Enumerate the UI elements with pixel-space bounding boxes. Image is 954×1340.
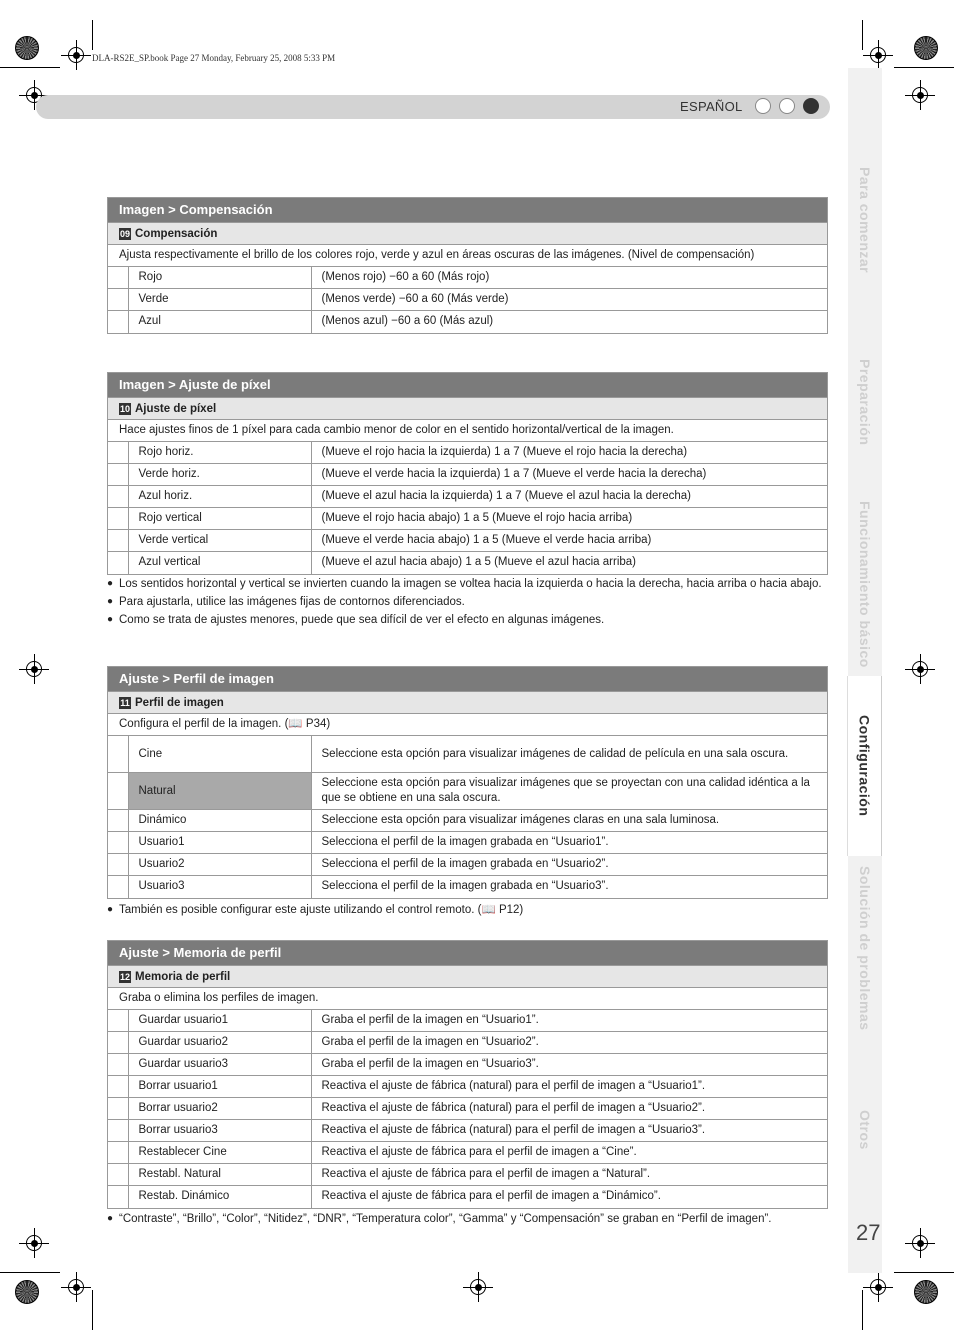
section-title: Imagen > Compensación	[108, 198, 827, 222]
subsection-label: Perfil de imagen	[135, 696, 224, 709]
option-value: Seleccione esta opción para visualizar imágenes de calidad de película en una sala oscura.	[311, 736, 827, 773]
side-tab-configuracion[interactable]	[848, 676, 882, 856]
option-value: (Mueve el azul hacia abajo) 1 a 5 (Mueve el azul hacia arriba)	[311, 552, 827, 574]
option-value: Reactiva el ajuste de fábrica para el perfil de imagen a “Cine”.	[311, 1142, 827, 1164]
language-indicator-dot-active	[803, 98, 819, 114]
section-title: Imagen > Ajuste de píxel	[108, 373, 827, 397]
option-value: Reactiva el ajuste de fábrica (natural) para el perfil de imagen a “Usuario1”.	[311, 1076, 827, 1098]
option-name: Restab. Dinámico	[128, 1186, 311, 1208]
section-description: Graba o elimina los perfiles de imagen.	[108, 987, 827, 1009]
options-table	[108, 266, 827, 333]
side-tab-label: Otros	[857, 1110, 873, 1150]
option-value: (Menos rojo) −60 a 60 (Más rojo)	[311, 267, 827, 289]
subsection-label: Ajuste de píxel	[135, 402, 217, 415]
option-value: (Menos azul) −60 a 60 (Más azul)	[311, 311, 827, 333]
side-tab-preparacion[interactable]	[848, 312, 882, 492]
option-name: Guardar usuario3	[128, 1054, 311, 1076]
section-description: Ajusta respectivamente el brillo de los colores rojo, verde y azul en áreas oscuras de las imágenes. (Nivel de compensación)	[108, 244, 827, 266]
section-ajuste-de-pixel	[107, 372, 828, 575]
table-row	[108, 736, 827, 773]
note-item: ● También es posible configurar este ajuste utilizando el control remoto. (📖 P12)	[107, 902, 831, 918]
crosshair-mark	[863, 40, 893, 70]
option-value: Graba el perfil de la imagen en “Usuario2”.	[311, 1032, 827, 1054]
crosshair-mark	[905, 654, 935, 684]
option-value: (Mueve el rojo hacia abajo) 1 a 5 (Mueve el rojo hacia arriba)	[311, 508, 827, 530]
table-row	[108, 1076, 827, 1098]
option-name: Cine	[128, 736, 311, 773]
crop-line	[894, 67, 954, 68]
option-value: Selecciona el perfil de la imagen grabada en “Usuario3”.	[311, 876, 827, 898]
crop-line	[894, 1272, 954, 1273]
option-value: Reactiva el ajuste de fábrica (natural) para el perfil de imagen a “Usuario2”.	[311, 1098, 827, 1120]
table-row	[108, 552, 827, 574]
registration-starburst-bottom-right	[914, 1280, 938, 1304]
option-name: Azul vertical	[128, 552, 311, 574]
subsection-label: Compensación	[135, 227, 218, 240]
section-compensacion	[107, 197, 828, 334]
side-tab-para-comenzar[interactable]	[848, 130, 882, 310]
subsection-title	[108, 691, 827, 713]
option-value: (Mueve el verde hacia la izquierda) 1 a 7 (Mueve el verde hacia la derecha)	[311, 464, 827, 486]
side-tab-solucion-de-problemas[interactable]	[848, 858, 882, 1038]
crop-line	[862, 1290, 863, 1330]
option-name: Rojo	[128, 267, 311, 289]
option-name: Usuario2	[128, 854, 311, 876]
option-name: Restablecer Cine	[128, 1142, 311, 1164]
option-name: Verde vertical	[128, 530, 311, 552]
option-name: Guardar usuario1	[128, 1010, 311, 1032]
option-name: Rojo vertical	[128, 508, 311, 530]
option-name: Azul horiz.	[128, 486, 311, 508]
option-value: Seleccione esta opción para visualizar imágenes que se proyectan con una calidad idéntica a la que se obtiene en una sala oscura.	[311, 773, 827, 810]
table-row	[108, 832, 827, 854]
options-table	[108, 735, 827, 898]
notes-perfil-de-imagen	[107, 902, 831, 920]
table-row	[108, 1142, 827, 1164]
option-name: Dinámico	[128, 810, 311, 832]
option-value: Selecciona el perfil de la imagen grabada en “Usuario2”.	[311, 854, 827, 876]
option-name: Restabl. Natural	[128, 1164, 311, 1186]
section-memoria-de-perfil	[107, 940, 828, 1209]
table-row	[108, 1164, 827, 1186]
crosshair-mark	[19, 1228, 49, 1258]
option-name: Borrar usuario3	[128, 1120, 311, 1142]
notes-memoria-de-perfil	[107, 1211, 831, 1229]
note-item: ● Los sentidos horizontal y vertical se invierten cuando la imagen se voltea hacia la izquierda o hacia la derecha, hacia arriba o hacia abajo.	[107, 576, 831, 592]
note-item: ● Para ajustarla, utilice las imágenes fijas de contornos diferenciados.	[107, 594, 831, 610]
table-row-selected	[108, 773, 827, 810]
table-row	[108, 876, 827, 898]
table-row	[108, 508, 827, 530]
side-tab-label: Funcionamiento básico	[857, 500, 873, 668]
note-item: ● “Contraste”, “Brillo”, “Color”, “Nitidez”, “DNR”, “Temperatura color”, “Gamma” y “Compensación” se graban en “Perfil de imagen”.	[107, 1211, 831, 1227]
option-name: Verde horiz.	[128, 464, 311, 486]
option-value: Reactiva el ajuste de fábrica para el perfil de imagen a “Natural”.	[311, 1164, 827, 1186]
crosshair-mark	[863, 1272, 893, 1302]
notes-ajuste-de-pixel	[107, 576, 831, 630]
section-description: Configura el perfil de la imagen. (📖 P34)	[108, 713, 827, 735]
option-value: Reactiva el ajuste de fábrica para el perfil de imagen a “Dinámico”.	[311, 1186, 827, 1208]
item-number-badge: 10	[119, 403, 130, 414]
table-row	[108, 1098, 827, 1120]
option-value: (Menos verde) −60 a 60 (Más verde)	[311, 289, 827, 311]
option-name: Usuario3	[128, 876, 311, 898]
table-row	[108, 1186, 827, 1208]
table-row	[108, 1120, 827, 1142]
table-row	[108, 854, 827, 876]
table-row	[108, 311, 827, 333]
table-row	[108, 464, 827, 486]
option-value: (Mueve el verde hacia abajo) 1 a 5 (Mueve el verde hacia arriba)	[311, 530, 827, 552]
subsection-title	[108, 965, 827, 987]
crosshair-mark	[463, 1272, 493, 1302]
side-tab-label: Para comenzar	[857, 166, 873, 274]
table-row	[108, 486, 827, 508]
table-row	[108, 1032, 827, 1054]
option-name: Guardar usuario2	[128, 1032, 311, 1054]
option-name: Natural	[128, 773, 311, 810]
crosshair-mark	[61, 1272, 91, 1302]
crop-line	[862, 20, 863, 50]
language-indicator-dot	[779, 98, 795, 114]
page-number: 27	[856, 1220, 881, 1245]
table-row	[108, 530, 827, 552]
side-tab-label: Preparación	[857, 358, 873, 446]
table-row	[108, 289, 827, 311]
section-title: Ajuste > Memoria de perfil	[108, 941, 827, 965]
crop-line	[0, 67, 60, 68]
side-tab-otros[interactable]	[848, 1040, 882, 1220]
note-item: ● Como se trata de ajustes menores, puede que sea difícil de ver el efecto en algunas imágenes.	[107, 612, 831, 628]
crosshair-mark	[905, 1228, 935, 1258]
crosshair-mark	[61, 40, 91, 70]
subsection-title	[108, 397, 827, 419]
table-row	[108, 1054, 827, 1076]
option-value: Selecciona el perfil de la imagen grabada en “Usuario1”.	[311, 832, 827, 854]
section-description: Hace ajustes finos de 1 píxel para cada cambio menor de color en el sentido horizontal/vertical de la imagen.	[108, 419, 827, 441]
table-row	[108, 267, 827, 289]
registration-starburst-top-left	[15, 36, 39, 60]
option-name: Borrar usuario1	[128, 1076, 311, 1098]
options-table	[108, 1009, 827, 1208]
crop-line	[92, 20, 93, 50]
crop-line	[92, 1290, 93, 1330]
option-value: Graba el perfil de la imagen en “Usuario3”.	[311, 1054, 827, 1076]
option-name: Usuario1	[128, 832, 311, 854]
table-row	[108, 810, 827, 832]
item-number-badge: 11	[120, 697, 130, 708]
printer-slug: DLA-RS2E_SP.book Page 27 Monday, February 25, 2008 5:33 PM	[92, 53, 336, 63]
option-name: Verde	[128, 289, 311, 311]
side-tab-label: Solución de problemas	[857, 865, 873, 1031]
crosshair-mark	[905, 80, 935, 110]
options-table	[108, 441, 827, 574]
section-perfil-de-imagen	[107, 666, 828, 899]
option-value: (Mueve el azul hacia la izquierda) 1 a 7 (Mueve el azul hacia la derecha)	[311, 486, 827, 508]
table-row	[108, 1010, 827, 1032]
table-row	[108, 442, 827, 464]
option-name: Rojo horiz.	[128, 442, 311, 464]
registration-starburst-bottom-left	[15, 1280, 39, 1304]
side-tab-label: Configuración	[856, 715, 873, 817]
option-name: Azul	[128, 311, 311, 333]
option-name: Borrar usuario2	[128, 1098, 311, 1120]
item-number-badge: 09	[119, 228, 130, 239]
registration-starburst-top-right	[914, 36, 938, 60]
subsection-title	[108, 222, 827, 244]
option-value: Seleccione esta opción para visualizar imágenes claras en una sala luminosa.	[311, 810, 827, 832]
crosshair-mark	[19, 654, 49, 684]
crop-line	[0, 1272, 60, 1273]
language-label: ESPAÑOL	[680, 99, 743, 114]
option-value: Reactiva el ajuste de fábrica (natural) para el perfil de imagen a “Usuario3”.	[311, 1120, 827, 1142]
section-title: Ajuste > Perfil de imagen	[108, 667, 827, 691]
side-tab-funcionamiento-basico[interactable]	[848, 494, 882, 674]
subsection-label: Memoria de perfil	[135, 970, 231, 983]
item-number-badge: 12	[119, 971, 130, 982]
option-value: (Mueve el rojo hacia la izquierda) 1 a 7 (Mueve el rojo hacia la derecha)	[311, 442, 827, 464]
language-indicator-dot	[755, 98, 771, 114]
option-value: Graba el perfil de la imagen en “Usuario1”.	[311, 1010, 827, 1032]
